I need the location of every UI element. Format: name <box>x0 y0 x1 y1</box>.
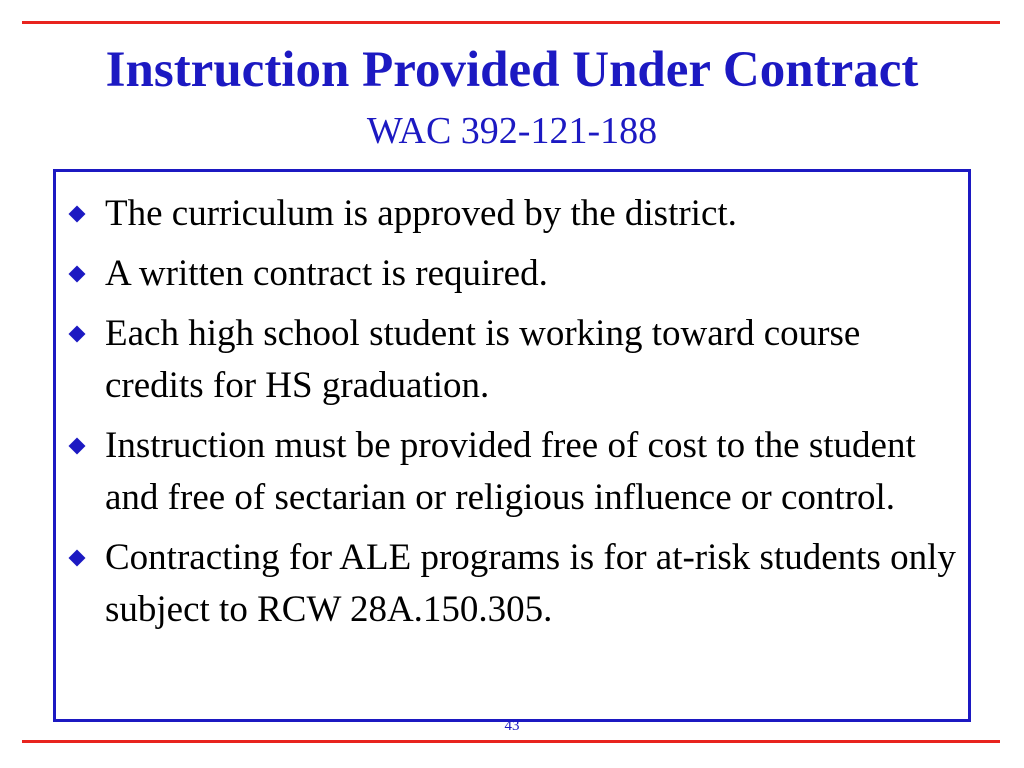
bullet-item <box>56 420 968 524</box>
bullet-item <box>56 248 968 300</box>
slide-title: Instruction Provided Under Contract <box>105 42 919 98</box>
content-box <box>53 169 971 722</box>
bullet-text: Contracting for ALE programs is for at-risk students only subject to RCW 28A.150.305. <box>105 537 956 630</box>
page-number: 43 <box>504 718 520 734</box>
diamond-icon <box>69 550 86 567</box>
diamond-icon <box>69 266 86 283</box>
diamond-icon <box>69 206 86 223</box>
bullet-item <box>56 188 968 240</box>
top-rule <box>22 21 1000 24</box>
bottom-rule <box>22 740 1000 743</box>
diamond-icon <box>69 326 86 343</box>
bullet-item <box>56 308 968 412</box>
slide-subtitle: WAC 392-121-188 <box>366 110 658 152</box>
bullet-text: The curriculum is approved by the district. <box>105 193 737 234</box>
bullet-text: Each high school student is working toward course credits for HS graduation. <box>105 313 861 406</box>
bullet-text: Instruction must be provided free of cost to the student and free of sectarian or religious influence or control. <box>105 425 916 518</box>
bullet-list <box>56 172 968 636</box>
bullet-text: A written contract is required. <box>105 253 548 294</box>
diamond-icon <box>69 438 86 455</box>
bullet-item <box>56 532 968 636</box>
